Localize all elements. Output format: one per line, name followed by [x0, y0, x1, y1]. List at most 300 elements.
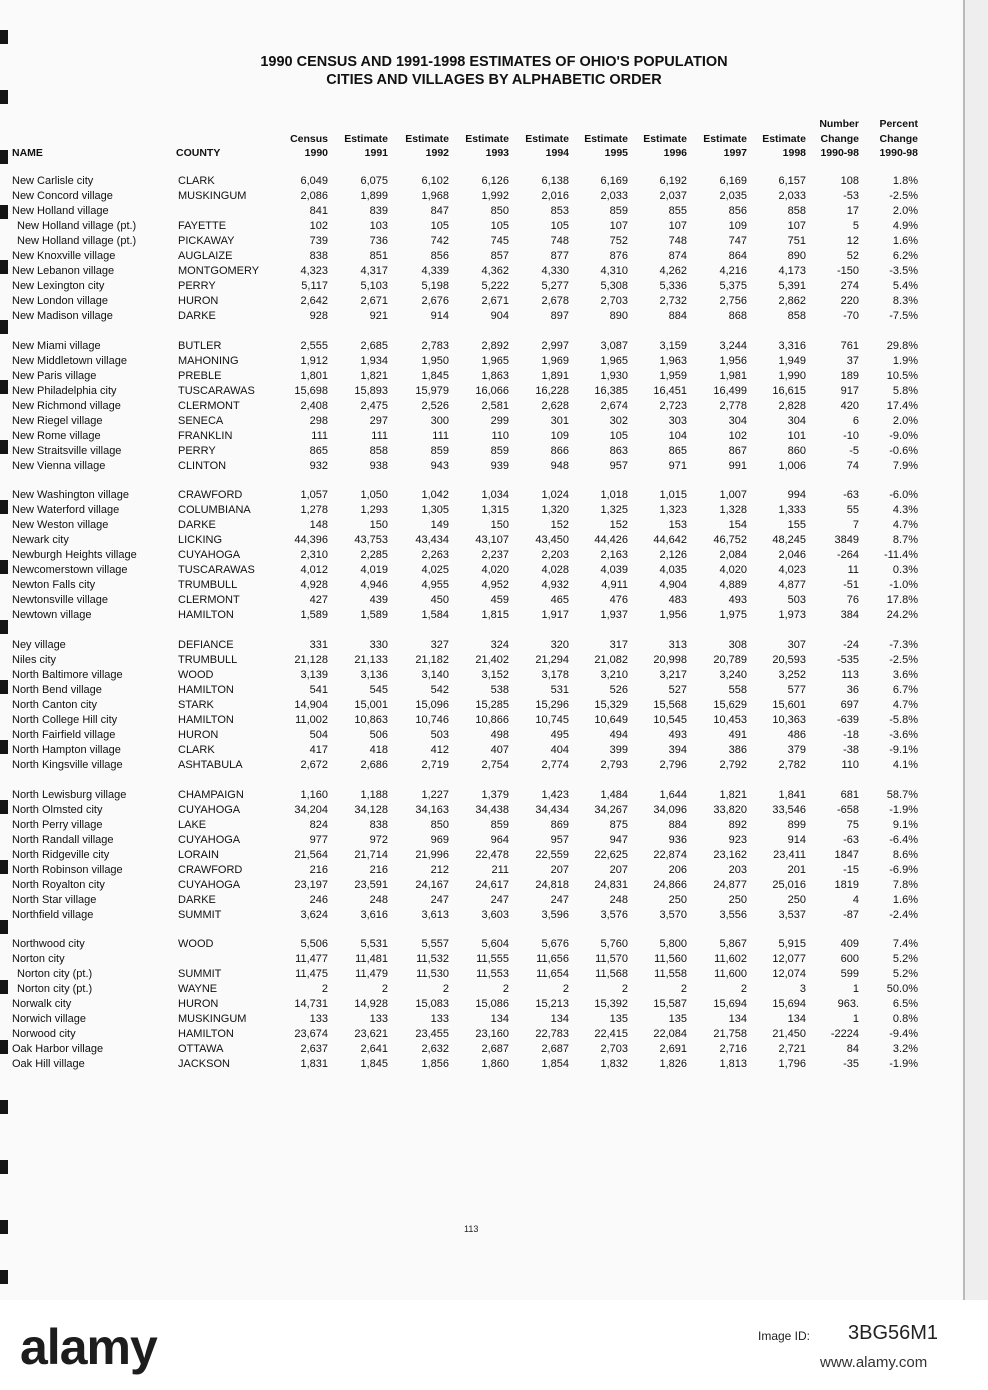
value-cell: 1,959 [659, 369, 687, 382]
value-cell: 459 [490, 593, 509, 606]
value-cell: 1,323 [659, 503, 687, 516]
table-row [0, 714, 988, 729]
value-cell: 1,227 [421, 789, 449, 801]
county-name: CLERMONT [178, 399, 240, 412]
value-cell: 20,998 [653, 653, 687, 666]
table-row [0, 789, 988, 804]
value-cell: -7.3% [889, 639, 918, 651]
header-col-9-line-0: Number [819, 118, 859, 130]
header-col-2-line-1: 1992 [425, 147, 449, 159]
value-cell: 541 [309, 683, 328, 696]
value-cell: -35 [843, 1057, 859, 1070]
value-cell: 875 [609, 818, 628, 831]
value-cell: 890 [787, 249, 806, 262]
value-cell: -70 [843, 309, 859, 322]
value-cell: 320 [550, 639, 569, 651]
value-cell: 34,204 [294, 803, 328, 816]
place-name: New Weston village [12, 518, 109, 531]
value-cell: 859 [430, 444, 449, 457]
value-cell: 1,990 [778, 369, 806, 382]
header-col-10-line-1: Change [879, 132, 918, 145]
county-name: SUMMIT [178, 967, 222, 980]
place-name: Norton city [12, 952, 65, 965]
value-cell: 15,096 [415, 698, 449, 711]
value-cell: 2 [381, 982, 388, 995]
county-name: DARKE [178, 518, 216, 531]
watermark-brand-logo: alamy [20, 1319, 157, 1375]
value-cell: -9.1% [889, 743, 918, 756]
value-cell: 1,024 [541, 489, 569, 501]
table-row [0, 744, 988, 759]
value-cell: 7.4% [892, 938, 918, 950]
value-cell: 3,624 [300, 908, 328, 921]
value-cell: 5,531 [360, 938, 388, 950]
value-cell: 4,216 [719, 264, 747, 277]
value-cell: 150 [369, 518, 388, 531]
value-cell: 15,587 [653, 997, 687, 1010]
value-cell: 1,379 [481, 789, 509, 801]
table-row [0, 894, 988, 909]
place-name: New Madison village [12, 309, 113, 322]
value-cell: 105 [550, 219, 569, 232]
value-cell: 22,625 [594, 848, 628, 861]
value-cell: 5.8% [892, 384, 918, 397]
value-cell: -18 [843, 728, 859, 741]
value-cell: 24,818 [535, 878, 569, 891]
value-cell: 9.1% [892, 818, 918, 831]
value-cell: 7.9% [892, 459, 918, 472]
value-cell: 10,866 [475, 713, 509, 726]
value-cell: 107 [787, 219, 806, 232]
value-cell: 5,103 [360, 279, 388, 292]
value-cell: 545 [369, 683, 388, 696]
value-cell: 11,560 [654, 952, 687, 965]
value-cell: 1,841 [778, 789, 806, 801]
place-name: North Royalton city [12, 878, 105, 891]
value-cell: 4,310 [600, 264, 628, 277]
value-cell: 207 [550, 863, 569, 876]
place-name: North Star village [12, 893, 97, 906]
value-cell: 877 [550, 249, 569, 262]
county-name: HAMILTON [178, 608, 234, 621]
value-cell: 838 [309, 249, 328, 262]
value-cell: 2,263 [421, 548, 449, 561]
value-cell: 4,039 [600, 563, 628, 576]
value-cell: 2,774 [541, 758, 569, 771]
table-row [0, 1013, 988, 1028]
value-cell: 747 [728, 234, 747, 247]
value-cell: 324 [490, 639, 509, 651]
value-cell: 301 [550, 414, 569, 427]
county-name: TUSCARAWAS [178, 384, 255, 397]
value-cell: 11,656 [536, 952, 569, 965]
value-cell: 220 [840, 294, 859, 307]
value-cell: -0.6% [889, 444, 918, 457]
value-cell: 1,956 [659, 608, 687, 621]
value-cell: 1,891 [541, 369, 569, 382]
header-col-1-line-1: 1991 [364, 147, 388, 159]
value-cell: 1,821 [360, 369, 388, 382]
value-cell: 977 [309, 833, 328, 846]
value-cell: 22,559 [535, 848, 569, 861]
value-cell: 44,396 [294, 533, 328, 546]
value-cell: 11,555 [476, 952, 509, 965]
value-cell: 10,745 [535, 713, 569, 726]
county-name: WOOD [178, 668, 214, 681]
value-cell: 10,363 [772, 713, 806, 726]
value-cell: 2 [680, 982, 687, 995]
value-cell: 2,678 [541, 294, 569, 307]
place-name: Oak Harbor village [12, 1042, 104, 1055]
place-name: North Perry village [12, 818, 103, 831]
value-cell: 4,323 [300, 264, 328, 277]
place-name: Newton Falls city [12, 578, 96, 591]
value-cell: 495 [550, 728, 569, 741]
value-cell: 867 [728, 444, 747, 457]
value-cell: 1.9% [892, 354, 918, 367]
value-cell: -3.5% [889, 264, 918, 277]
value-cell: 8.7% [892, 533, 918, 546]
place-name: New Philadelphia city [12, 384, 117, 397]
binding-hole [0, 1100, 8, 1114]
value-cell: 23,621 [354, 1027, 388, 1040]
value-cell: 1,015 [659, 489, 687, 501]
value-cell: 943 [430, 459, 449, 472]
value-cell: 15,392 [594, 997, 628, 1010]
value-cell: 4.9% [892, 219, 918, 232]
value-cell: 154 [728, 518, 747, 531]
value-cell: 963. [837, 997, 859, 1010]
value-cell: 313 [668, 639, 687, 651]
value-cell: -15 [843, 863, 859, 876]
table-row [0, 1058, 988, 1073]
value-cell: 531 [550, 683, 569, 696]
value-cell: 947 [609, 833, 628, 846]
place-name: New Middletown village [12, 354, 127, 367]
value-cell: 250 [668, 893, 687, 906]
value-cell: 14,731 [294, 997, 328, 1010]
value-cell: 450 [430, 593, 449, 606]
value-cell: -1.0% [889, 578, 918, 591]
value-cell: -51 [843, 578, 859, 591]
table-row [0, 295, 988, 310]
value-cell: 107 [668, 219, 687, 232]
value-cell: 1,930 [600, 369, 628, 382]
value-cell: 1 [852, 1012, 859, 1025]
value-cell: 1,328 [719, 503, 747, 516]
value-cell: -9.0% [889, 429, 918, 442]
value-cell: 7.8% [892, 878, 918, 891]
county-name: CUYAHOGA [178, 803, 241, 816]
value-cell: 2,721 [778, 1042, 806, 1055]
value-cell: 1,018 [600, 489, 628, 501]
value-cell: 4,020 [719, 563, 747, 576]
value-cell: 44,426 [594, 533, 628, 546]
value-cell: 24,617 [475, 878, 509, 891]
value-cell: 4,173 [778, 264, 806, 277]
place-name: Niles city [12, 653, 57, 666]
value-cell: 20,789 [713, 653, 747, 666]
value-cell: 6,102 [421, 175, 449, 187]
value-cell: 3,136 [360, 668, 388, 681]
value-cell: 21,082 [594, 653, 628, 666]
value-cell: -9.4% [889, 1027, 918, 1040]
value-cell: 50.0% [886, 982, 918, 995]
binding-hole [0, 1160, 8, 1174]
value-cell: 921 [369, 309, 388, 322]
value-cell: 850 [430, 818, 449, 831]
value-cell: 1,821 [719, 789, 747, 801]
value-cell: 503 [430, 728, 449, 741]
value-cell: 1,969 [541, 354, 569, 367]
value-cell: 15,629 [713, 698, 747, 711]
county-name: JACKSON [178, 1057, 230, 1070]
value-cell: 16,228 [535, 384, 569, 397]
table-row [0, 445, 988, 460]
value-cell: 0.8% [892, 1012, 918, 1025]
table-row [0, 564, 988, 579]
value-cell: 11,475 [295, 967, 328, 980]
value-cell: 6.2% [892, 249, 918, 262]
value-cell: 24,167 [415, 878, 449, 891]
table-row [0, 460, 988, 475]
value-cell: 189 [840, 369, 859, 382]
value-cell: -5 [849, 444, 859, 457]
value-cell: 1847 [834, 848, 859, 861]
value-cell: 884 [668, 818, 687, 831]
county-name: CUYAHOGA [178, 878, 241, 891]
value-cell: 379 [787, 743, 806, 756]
value-cell: 1,278 [300, 503, 328, 516]
value-cell: 1,965 [481, 354, 509, 367]
value-cell: 4,025 [421, 563, 449, 576]
value-cell: 838 [369, 818, 388, 831]
place-name: North Fairfield village [12, 728, 116, 741]
value-cell: 331 [309, 639, 328, 651]
county-name: PREBLE [178, 369, 222, 382]
header-col-7-line-0: Estimate [703, 132, 747, 145]
value-cell: 2,687 [541, 1042, 569, 1055]
value-cell: 11,600 [714, 967, 747, 980]
value-cell: 3,613 [421, 908, 449, 921]
value-cell: 15,694 [772, 997, 806, 1010]
value-cell: 5,506 [300, 938, 328, 950]
value-cell: 11,602 [714, 952, 747, 965]
value-cell: 5,760 [600, 938, 628, 950]
value-cell: -2.4% [889, 908, 918, 921]
value-cell: 75 [846, 818, 859, 831]
value-cell: 5,375 [719, 279, 747, 292]
value-cell: 2 [562, 982, 569, 995]
table-row [0, 220, 988, 235]
value-cell: 739 [309, 234, 328, 247]
value-cell: 105 [430, 219, 449, 232]
table-row [0, 310, 988, 325]
value-cell: 4.7% [892, 518, 918, 531]
value-cell: 3,576 [600, 908, 628, 921]
value-cell: 503 [787, 593, 806, 606]
value-cell: 20,593 [772, 653, 806, 666]
value-cell: 248 [609, 893, 628, 906]
value-cell: 2,163 [600, 548, 628, 561]
value-cell: 486 [787, 728, 806, 741]
value-cell: 33,820 [713, 803, 747, 816]
county-name: LAKE [178, 818, 207, 831]
value-cell: 4,904 [659, 578, 687, 591]
value-cell: 1,007 [719, 489, 747, 501]
value-cell: 14,928 [354, 997, 388, 1010]
value-cell: 1.6% [892, 893, 918, 906]
value-cell: -11.4% [883, 548, 918, 561]
place-name: New Concord village [12, 189, 113, 202]
value-cell: 493 [728, 593, 747, 606]
value-cell: 15,698 [294, 384, 328, 397]
value-cell: 742 [430, 234, 449, 247]
table-row [0, 519, 988, 534]
value-cell: 10,545 [653, 713, 687, 726]
value-cell: 105 [609, 429, 628, 442]
value-cell: 936 [668, 833, 687, 846]
table-row [0, 370, 988, 385]
value-cell: 2,033 [778, 189, 806, 202]
table-row [0, 430, 988, 445]
table-row [0, 1043, 988, 1058]
place-name: North Kingsville village [12, 758, 123, 771]
header-col-10-line-2: 1990-98 [879, 147, 918, 159]
value-cell: 155 [787, 518, 806, 531]
place-name: Norton city (pt.) [17, 982, 93, 995]
value-cell: 15,083 [415, 997, 449, 1010]
value-cell: 2 [321, 982, 328, 995]
value-cell: 4,339 [421, 264, 449, 277]
value-cell: 6,049 [300, 175, 328, 187]
value-cell: 14,904 [294, 698, 328, 711]
value-cell: 25,016 [772, 878, 806, 891]
value-cell: 23,455 [415, 1027, 449, 1040]
value-cell: 4,012 [300, 563, 328, 576]
value-cell: 107 [609, 219, 628, 232]
place-name: New Vienna village [12, 459, 106, 472]
value-cell: -6.9% [889, 863, 918, 876]
value-cell: 298 [309, 414, 328, 427]
value-cell: 15,001 [354, 698, 388, 711]
value-cell: 152 [550, 518, 569, 531]
value-cell: 134 [787, 1012, 806, 1025]
value-cell: 4,928 [300, 578, 328, 591]
value-cell: 1,584 [421, 608, 449, 621]
value-cell: 3,087 [600, 340, 628, 352]
value-cell: 16,066 [475, 384, 509, 397]
value-cell: 15,296 [535, 698, 569, 711]
value-cell: 15,285 [475, 698, 509, 711]
header-col-0-line-1: 1990 [304, 147, 328, 159]
value-cell: 48,245 [772, 533, 806, 546]
county-name: MONTGOMERY [178, 264, 260, 277]
value-cell: 526 [609, 683, 628, 696]
county-name: CLARK [178, 743, 215, 756]
value-cell: 4,955 [421, 578, 449, 591]
value-cell: 2,892 [481, 340, 509, 352]
value-cell: 1,315 [481, 503, 509, 516]
value-cell: 134 [550, 1012, 569, 1025]
table-row [0, 834, 988, 849]
value-cell: 46,752 [713, 533, 747, 546]
value-cell: 850 [490, 204, 509, 217]
value-cell: 216 [369, 863, 388, 876]
place-name: Norwalk city [12, 997, 72, 1010]
value-cell: 932 [309, 459, 328, 472]
value-cell: 2,046 [778, 548, 806, 561]
header-col-6-line-0: Estimate [643, 132, 687, 145]
value-cell: 104 [668, 429, 687, 442]
table-row [0, 355, 988, 370]
value-cell: 2,719 [421, 758, 449, 771]
value-cell: 10,863 [354, 713, 388, 726]
value-cell: 308 [728, 639, 747, 651]
value-cell: 866 [550, 444, 569, 457]
value-cell: 4,035 [659, 563, 687, 576]
table-row [0, 534, 988, 549]
county-name: HURON [178, 728, 219, 741]
value-cell: 216 [309, 863, 328, 876]
value-cell: 15,601 [772, 698, 806, 711]
value-cell: 16,499 [713, 384, 747, 397]
value-cell: 991 [728, 459, 747, 472]
value-cell: 897 [550, 309, 569, 322]
value-cell: 247 [490, 893, 509, 906]
value-cell: 15,329 [594, 698, 628, 711]
value-cell: 493 [668, 728, 687, 741]
value-cell: 600 [840, 952, 859, 965]
county-name: CRAWFORD [178, 489, 243, 501]
place-name: Ney village [12, 639, 66, 651]
value-cell: 22,783 [535, 1027, 569, 1040]
value-cell: 24.2% [886, 608, 918, 621]
value-cell: -63 [843, 833, 859, 846]
value-cell: 1,320 [541, 503, 569, 516]
value-cell: 2,676 [421, 294, 449, 307]
value-cell: 1.6% [892, 234, 918, 247]
value-cell: 1,832 [600, 1057, 628, 1070]
value-cell: 34,438 [475, 803, 509, 816]
table-row [0, 684, 988, 699]
value-cell: 4,330 [541, 264, 569, 277]
value-cell: 4.3% [892, 503, 918, 516]
value-cell: 938 [369, 459, 388, 472]
value-cell: 16,385 [594, 384, 628, 397]
value-cell: 23,160 [475, 1027, 509, 1040]
value-cell: 2 [740, 982, 747, 995]
value-cell: 874 [668, 249, 687, 262]
value-cell: 10,649 [594, 713, 628, 726]
value-cell: 17.8% [886, 593, 918, 606]
value-cell: 84 [846, 1042, 859, 1055]
value-cell: 1,975 [719, 608, 747, 621]
value-cell: 2,581 [481, 399, 509, 412]
value-cell: 859 [609, 204, 628, 217]
header-col-10-line-0: Percent [879, 118, 918, 130]
value-cell: 1,801 [300, 369, 328, 382]
county-name: HAMILTON [178, 1027, 234, 1040]
value-cell: 599 [840, 967, 859, 980]
value-cell: 857 [490, 249, 509, 262]
value-cell: 1,860 [481, 1057, 509, 1070]
value-cell: 4,932 [541, 578, 569, 591]
value-cell: 904 [490, 309, 509, 322]
place-name: New Waterford village [12, 503, 120, 516]
county-name: DARKE [178, 309, 216, 322]
value-cell: 113 [841, 668, 859, 681]
